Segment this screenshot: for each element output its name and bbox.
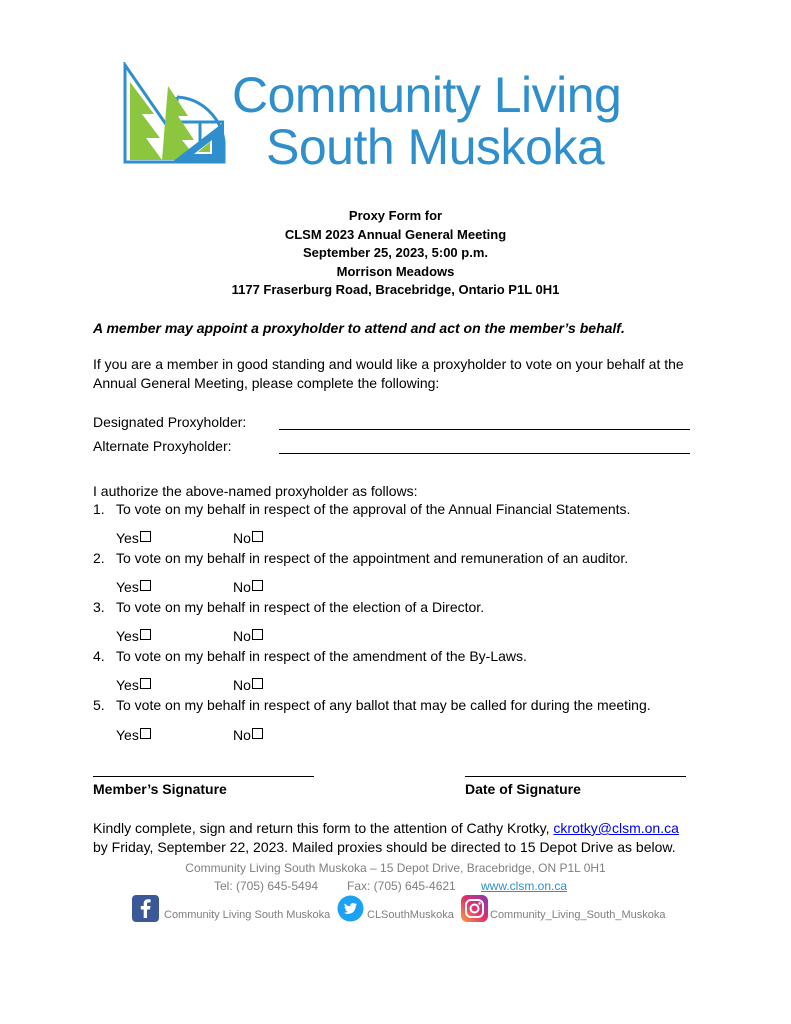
no-option[interactable]: [233, 530, 263, 546]
instagram-label: Community_Living_South_Muskoka: [490, 908, 666, 921]
item-number: 5.: [93, 697, 105, 713]
member-signature-label: Member’s Signature: [93, 781, 227, 797]
no-checkbox[interactable]: [252, 629, 263, 640]
yes-option[interactable]: [116, 579, 151, 595]
yes-option[interactable]: [116, 628, 151, 644]
closing-line-1: [93, 819, 679, 838]
clsm-logo-mark: [122, 62, 228, 164]
item-text: To vote on my behalf in respect of the approval of the Annual Financial Statements.: [116, 501, 631, 517]
yes-checkbox[interactable]: [140, 531, 151, 542]
twitter-label: CLSouthMuskoka: [367, 908, 454, 921]
yes-option[interactable]: [116, 677, 151, 693]
logo-line-1: Community Living: [232, 67, 622, 123]
header-line-4: Morrison Meadows: [336, 263, 455, 279]
no-label: No: [233, 628, 251, 644]
yes-label: Yes: [116, 628, 139, 644]
no-checkbox[interactable]: [252, 678, 263, 689]
alternate-proxyholder-label: Alternate Proxyholder:: [93, 438, 232, 454]
footer-tel: Tel: (705) 645-5494: [214, 879, 319, 893]
yes-label: Yes: [116, 530, 139, 546]
footer-website-link[interactable]: www.clsm.on.ca: [481, 879, 568, 893]
closing-text: Kindly complete, sign and return this form to the attention of Cathy Krotky,: [93, 820, 554, 836]
date-signature-label: Date of Signature: [465, 781, 581, 797]
no-option[interactable]: [233, 579, 263, 595]
item-number: 4.: [93, 648, 105, 664]
no-label: No: [233, 727, 251, 743]
header-line-5: 1177 Fraserburg Road, Bracebridge, Ontario P1L 0H1: [231, 282, 560, 298]
item-number: 2.: [93, 550, 105, 566]
email-link[interactable]: ckrotky@clsm.on.ca: [553, 820, 679, 836]
footer-fax: Fax: (705) 645-4621: [347, 879, 456, 893]
closing-line-2: by Friday, September 22, 2023. Mailed proxies should be directed to 15 Depot Drive as below.: [93, 839, 676, 855]
member-signature-line[interactable]: [93, 776, 314, 777]
item-text: To vote on my behalf in respect of the appointment and remuneration of an auditor.: [116, 550, 629, 566]
item-number: 3.: [93, 599, 105, 615]
yes-label: Yes: [116, 579, 139, 595]
no-checkbox[interactable]: [252, 728, 263, 739]
yes-option[interactable]: [116, 727, 151, 743]
no-label: No: [233, 530, 251, 546]
facebook-label: Community Living South Muskoka: [164, 908, 331, 921]
item-number: 1.: [93, 501, 105, 517]
date-signature-line[interactable]: [465, 776, 686, 777]
yes-checkbox[interactable]: [140, 678, 151, 689]
no-option[interactable]: [233, 727, 263, 743]
item-text: To vote on my behalf in respect of the amendment of the By-Laws.: [116, 648, 527, 664]
header-line-3: September 25, 2023, 5:00 p.m.: [303, 245, 488, 261]
no-checkbox[interactable]: [252, 531, 263, 542]
twitter-link[interactable]: [337, 895, 454, 922]
facebook-icon: [132, 895, 159, 922]
no-option[interactable]: [233, 628, 263, 644]
yes-checkbox[interactable]: [140, 728, 151, 739]
facebook-link[interactable]: [132, 895, 330, 922]
yes-checkbox[interactable]: [140, 629, 151, 640]
designated-proxyholder-label: Designated Proxyholder:: [93, 414, 247, 430]
no-checkbox[interactable]: [252, 580, 263, 591]
intro-paragraph: If you are a member in good standing and would like a proxyholder to vote on your behalf at the Annual General Meeting, please complete the following:: [93, 356, 684, 391]
yes-checkbox[interactable]: [140, 580, 151, 591]
yes-option[interactable]: [116, 530, 151, 546]
item-text: To vote on my behalf in respect of any ballot that may be called for during the meeting.: [116, 697, 651, 713]
form-header: [0, 207, 791, 300]
footer-address: Community Living South Muskoka – 15 Depot Drive, Bracebridge, ON P1L 0H1: [185, 861, 606, 875]
alternate-proxyholder-field[interactable]: [279, 453, 690, 454]
designated-proxyholder-field[interactable]: [279, 429, 690, 430]
yes-label: Yes: [116, 727, 139, 743]
no-label: No: [233, 579, 251, 595]
header-line-1: Proxy Form for: [348, 208, 443, 223]
item-text: To vote on my behalf in respect of the election of a Director.: [116, 599, 485, 615]
yes-label: Yes: [116, 677, 139, 693]
twitter-icon: [337, 895, 364, 922]
instagram-link[interactable]: [461, 895, 665, 922]
logo-line-2: South Muskoka: [266, 119, 605, 175]
no-label: No: [233, 677, 251, 693]
instagram-icon: [461, 895, 488, 922]
header-line-2: CLSM 2023 Annual General Meeting: [284, 226, 507, 242]
lead-statement: A member may appoint a proxyholder to attend and act on the member’s behalf.: [93, 320, 625, 336]
authorize-intro: I authorize the above-named proxyholder as follows:: [93, 483, 418, 499]
no-option[interactable]: [233, 677, 263, 693]
